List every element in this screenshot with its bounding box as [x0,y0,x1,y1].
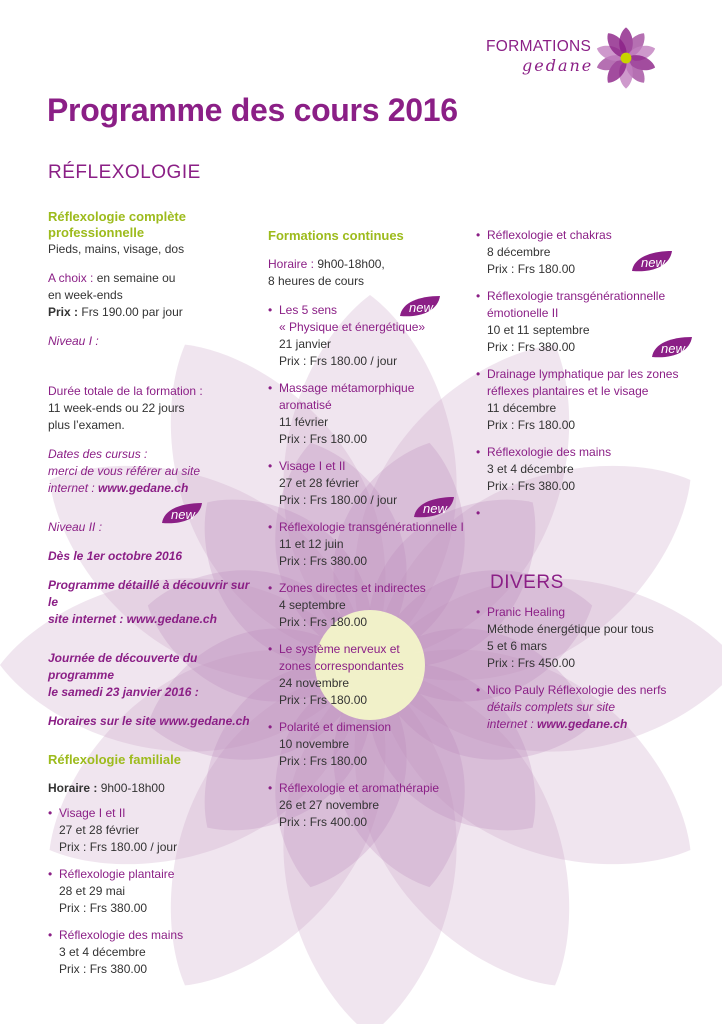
list-item: • Polarité et dimension 10 novembre Prix : Frs 180.00 [268,719,473,770]
continuing-title: Formations continues [268,228,404,243]
page-title: Programme des cours 2016 [47,92,458,128]
svg-text:new: new [641,255,665,270]
svg-text:new: new [409,300,433,315]
familiale-horaire: Horaire : 9h00-18h00 [48,781,165,795]
new-badge [648,335,694,361]
list-item: • Réflexologie et aromathérapie 26 et 27 novembre Prix : Frs 400.00 [268,780,473,831]
list-item: • Réflexologie des mains 3 et 4 décembre Prix : Frs 380.00 [476,444,681,495]
complete-course-desc: Pieds, mains, visage, dos [48,242,185,256]
list-item: • Réflexologie et chakras 8 décembre Prix : Frs 180.00 [476,227,681,278]
list-item: • Nico Pauly Réflexologie des nerfs détails complets sur site internet : www.gedane.ch [476,682,691,733]
list-item: • Pranic Healing Méthode énergétique pour tous 5 et 6 mars Prix : Frs 450.00 [476,604,691,672]
duration-line-1: 11 week-ends ou 22 jours [48,401,185,415]
duration-label: Durée totale de la formation : [48,384,203,398]
continuing-list [268,302,473,831]
list-item: • Réflexologie transgénérationnelle émotionelle II 10 et 11 septembre Prix : Frs 380.00 [476,288,681,356]
svg-text:new: new [661,341,685,356]
continuing-hours-note: 8 heures de cours [268,274,365,288]
dates-line-1: merci de vous référer au site [48,464,201,478]
list-item: • Massage métamorphique aromatisé 11 février Prix : Frs 180.00 [268,380,473,448]
from-date: Dès le 1er octobre 2016 [48,549,183,563]
column-left [48,209,258,988]
list-item: • Réflexologie des mains 3 et 4 décembre Prix : Frs 380.00 [48,927,258,978]
website-link[interactable]: www.gedane.ch [98,481,189,495]
list-item: • Visage I et II 27 et 28 février Prix : Frs 180.00 / jour [48,805,258,856]
level-1-label: Niveau I : [48,334,99,348]
column-middle [268,228,473,841]
divers-list [476,604,691,743]
new-badge [396,294,442,320]
logo-text-formations: FORMATIONS [486,38,592,55]
hours-on-site: Horaires sur le site www.gedane.ch [48,714,250,728]
new-badge [410,495,456,521]
detailed-program: Programme détaillé à découvrir sur le site internet : www.gedane.ch [48,578,250,626]
svg-text:new: new [423,501,447,516]
discovery-day: Journée de découverte du programme le samedi 23 janvier 2016 : [48,651,199,699]
logo [486,36,656,96]
list-item: • Drainage lymphatique par les zones réflexes plantaires et le visage 11 décembre Prix : Frs 180.00 [476,366,681,434]
choice-line: A choix : en semaine ou [48,271,176,285]
section-title-divers: DIVERS [490,572,564,593]
list-item: • Réflexologie plantaire 28 et 29 mai Prix : Frs 380.00 [48,866,258,917]
lotus-flower-icon [590,22,662,94]
list-item: • Visage I et II 27 et 28 février Prix : Frs 180.00 / jour [268,458,473,509]
section-title-reflexologie: RÉFLEXOLOGIE [48,162,201,183]
dates-label: Dates des cursus : [48,447,148,461]
new-badge [158,501,204,527]
continuing-horaire: Horaire : 9h00-18h00, [268,257,385,271]
dates-line-2: internet : www.gedane.ch [48,481,189,495]
new-badge [628,249,674,275]
list-item: • Réflexologie transgénérationnelle I 11 et 12 juin Prix : Frs 380.00 [268,519,473,570]
choice-line-2: en week-ends [48,288,123,302]
price-line: Prix : Frs 190.00 par jour [48,305,183,319]
duration-line-2: plus l’examen. [48,418,125,432]
familiale-title: Réflexologie familiale [48,752,181,767]
logo-text-gedane: gedane [522,56,594,75]
list-item: • Les 5 sens « Physique et énergétique» 21 janvier Prix : Frs 180.00 / jour [268,302,473,370]
website-link[interactable]: www.gedane.ch [537,717,628,731]
list-item: • Le système nerveux et zones correspondantes 24 novembre Prix : Frs 180.00 [268,641,473,709]
level-2-label: Niveau II : [48,520,103,534]
complete-course-title: Réflexologie complète professionnelle [48,209,186,240]
svg-text:new: new [171,507,195,522]
familiale-list [48,805,258,978]
list-item: • Zones directes et indirectes 4 septembre Prix : Frs 180.00 [268,580,473,631]
